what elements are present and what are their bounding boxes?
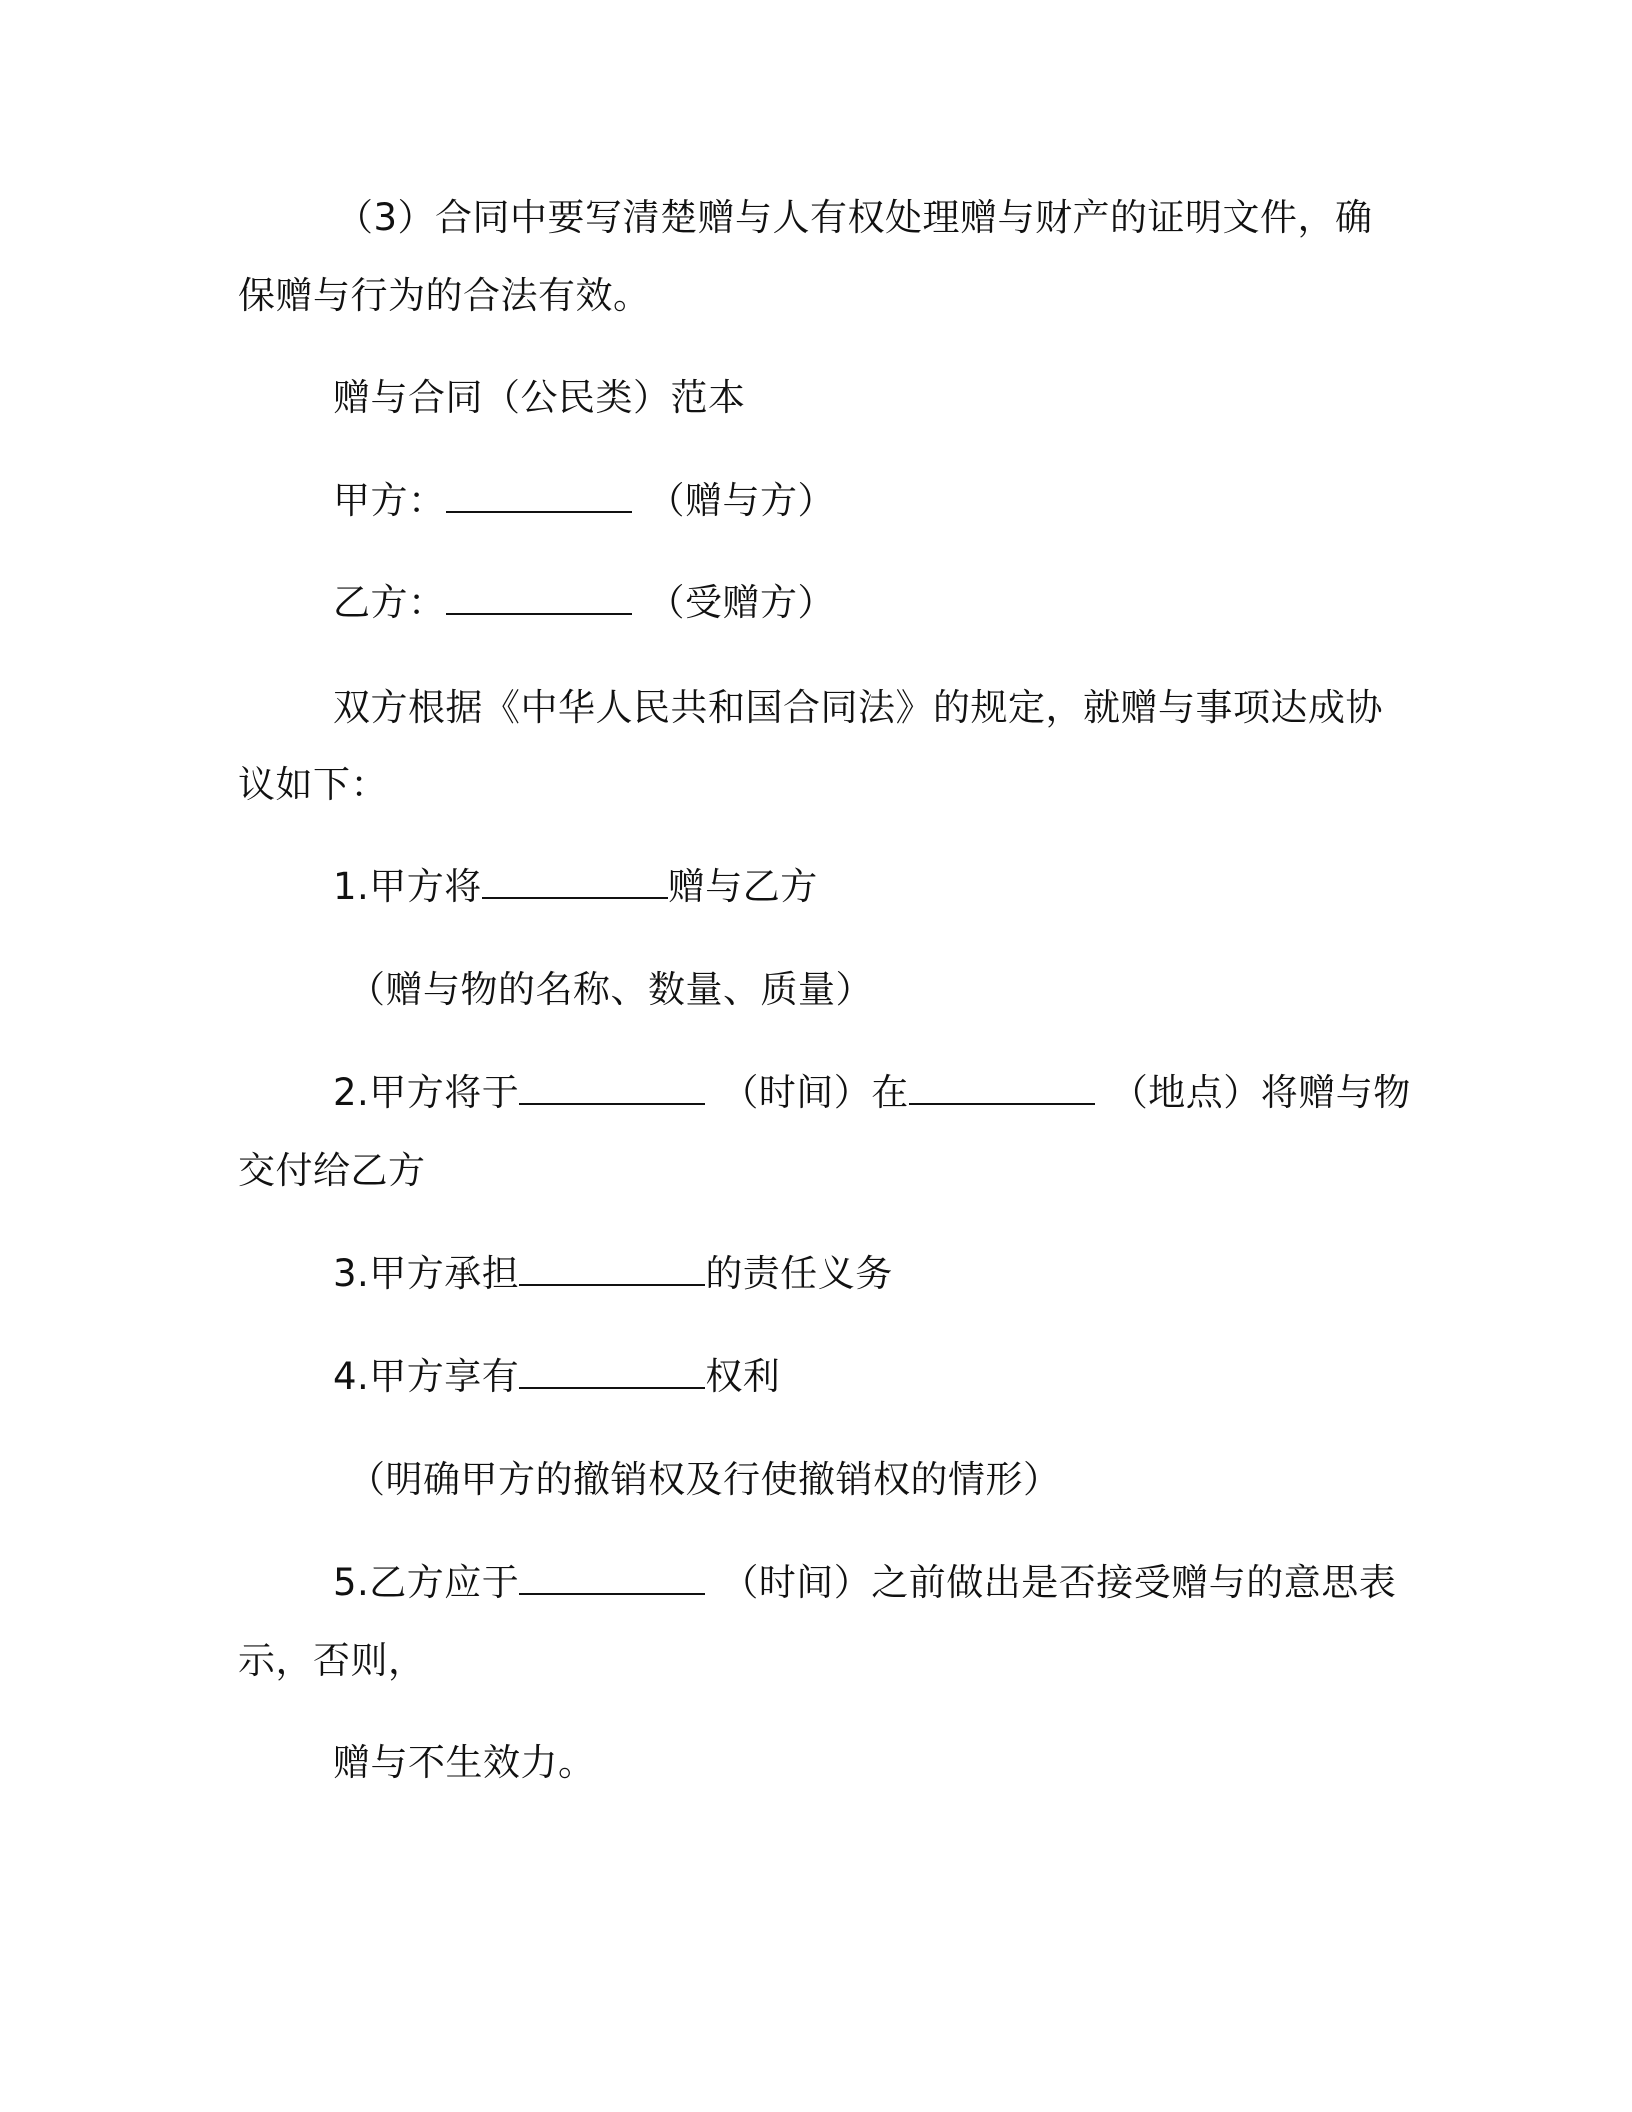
item-1-line xyxy=(333,865,818,909)
item-5-prefix: 5.乙方应于 xyxy=(333,1561,520,1604)
party-b-blank xyxy=(446,583,632,615)
document-title xyxy=(333,376,746,420)
party-b-line xyxy=(333,581,835,625)
item-5-blank xyxy=(519,1563,705,1595)
item-4-line xyxy=(333,1355,780,1399)
body-text: 保赠与行为的合法有效。 xyxy=(238,274,651,317)
party-a-blank xyxy=(446,481,632,513)
item-2-suffix: （地点）将赠与物 xyxy=(1110,1071,1411,1114)
item-4-note xyxy=(348,1458,1061,1502)
body-text: 赠与不生效力。 xyxy=(333,1741,596,1784)
item-1-prefix: 1.甲方将 xyxy=(333,865,482,908)
body-text: （3）合同中要写清楚赠与人有权处理赠与财产的证明文件，确 xyxy=(336,196,1373,239)
item-4-prefix: 4.甲方享有 xyxy=(333,1355,520,1398)
intro-line xyxy=(333,686,1383,730)
item-1-suffix: 赠与乙方 xyxy=(667,865,818,908)
item-2-place-blank xyxy=(909,1073,1095,1105)
body-text: 议如下： xyxy=(238,763,388,806)
body-text: 双方根据《中华人民共和国合同法》的规定，就赠与事项达成协 xyxy=(333,686,1383,729)
item-1-note xyxy=(348,968,873,1012)
item-2-line-2 xyxy=(238,1149,426,1193)
paragraph-line xyxy=(336,196,1373,240)
party-a-role: （赠与方） xyxy=(647,479,835,522)
item-5-suffix: （时间）之前做出是否接受赠与的意思表 xyxy=(721,1561,1397,1604)
item-4-blank xyxy=(519,1357,705,1389)
item-5-line-2 xyxy=(238,1639,426,1683)
item-2-prefix: 2.甲方将于 xyxy=(333,1071,520,1114)
body-text: 交付给乙方 xyxy=(238,1149,426,1192)
item-2-line xyxy=(333,1071,1411,1115)
party-a-label: 甲方： xyxy=(333,479,446,522)
item-2-time-blank xyxy=(519,1073,705,1105)
title-text: 赠与合同（公民类）范本 xyxy=(333,376,746,419)
item-3-blank xyxy=(519,1254,705,1286)
party-b-role: （受赠方） xyxy=(647,581,835,624)
party-b-label: 乙方： xyxy=(333,581,446,624)
item-3-suffix: 的责任义务 xyxy=(705,1252,893,1295)
item-4-suffix: 权利 xyxy=(705,1355,781,1398)
item-2-time-label: （时间）在 xyxy=(721,1071,909,1114)
body-text: 示，否则， xyxy=(238,1639,426,1682)
item-1-blank xyxy=(482,867,668,899)
paragraph-line xyxy=(238,274,651,318)
item-5-line-3 xyxy=(333,1741,596,1785)
note-text: （赠与物的名称、数量、质量） xyxy=(348,968,873,1011)
note-text: （明确甲方的撤销权及行使撤销权的情形） xyxy=(348,1458,1061,1501)
party-a-line xyxy=(333,479,835,523)
item-5-line xyxy=(333,1561,1396,1605)
intro-line xyxy=(238,763,388,807)
item-3-prefix: 3.甲方承担 xyxy=(333,1252,520,1295)
item-3-line xyxy=(333,1252,893,1296)
